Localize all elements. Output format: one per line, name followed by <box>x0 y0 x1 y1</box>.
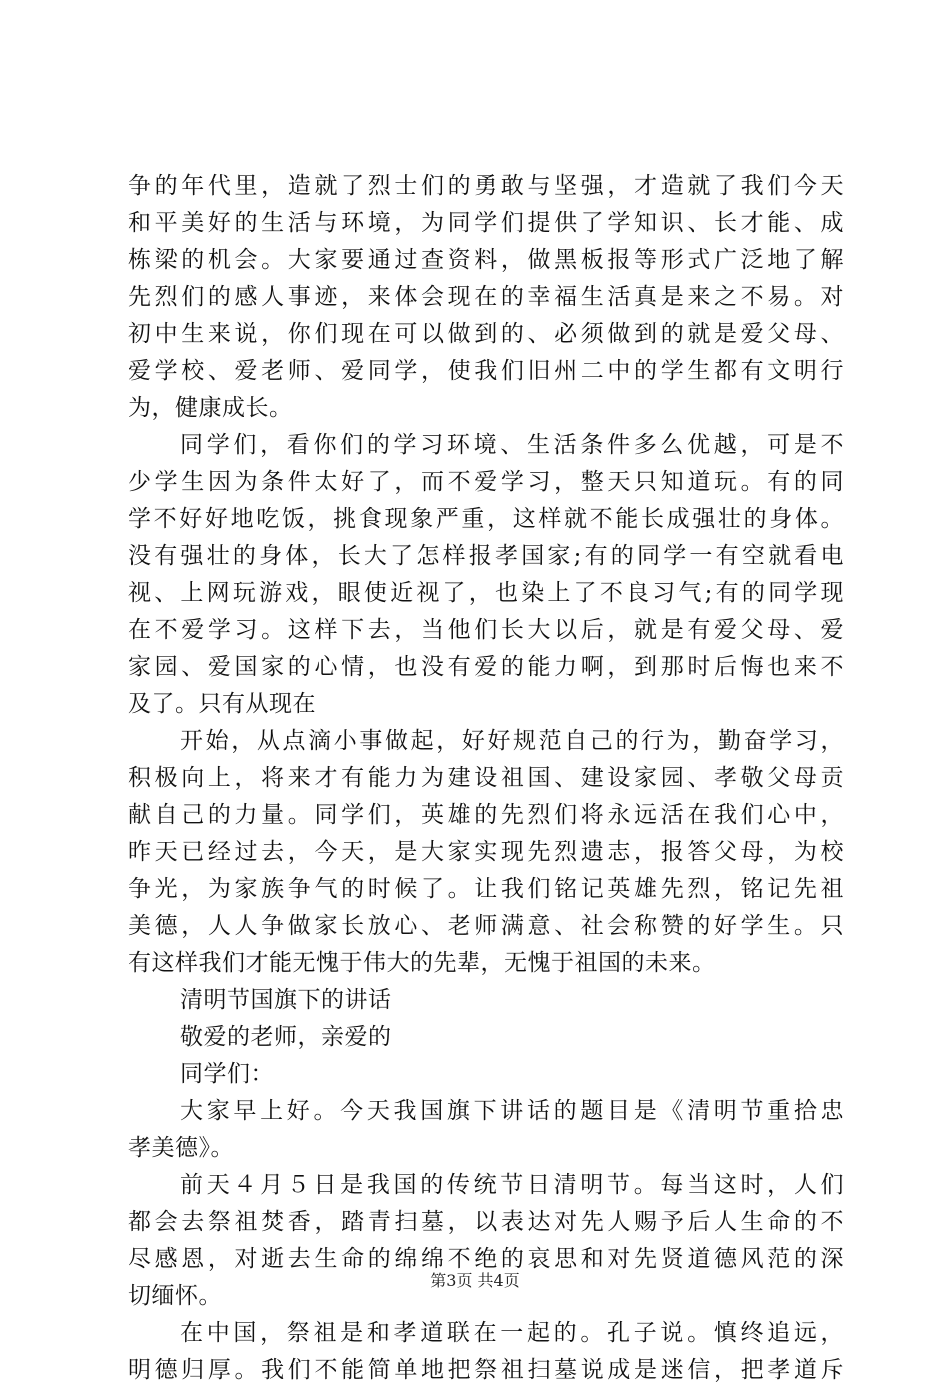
text-line: 清明节国旗下的讲话 <box>180 987 392 1013</box>
text-line: 在不爱学习。这样下去，当他们长大以后，就是有爱父母、爱 <box>128 617 844 643</box>
text-line: 美德，人人争做家长放心、老师满意、社会称赞的好学生。只 <box>128 913 844 939</box>
text-line: 昨天已经过去，今天，是大家实现先烈遗志，报答父母，为校 <box>128 839 844 865</box>
text-line: 尽感恩，对逝去生命的绵绵不绝的哀思和对先贤道德风范的深 <box>128 1246 844 1272</box>
text-line: 献自己的力量。同学们，英雄的先烈们将永远活在我们心中， <box>128 802 844 828</box>
text-line: 先烈们的感人事迹，来体会现在的幸福生活真是来之不易。对 <box>128 284 844 310</box>
text-line: 都会去祭祖焚香，踏青扫墓，以表达对先人赐予后人生命的不 <box>128 1209 844 1235</box>
text-line: 在中国，祭祖是和孝道联在一起的。孔子说。慎终追远， <box>180 1320 844 1346</box>
page-footer: 第3页 共4页 <box>430 1271 520 1290</box>
text-line: 积极向上，将来才有能力为建设祖国、建设家园、孝敬父母贡 <box>128 765 844 791</box>
text-line: 栋梁的机会。大家要通过查资料，做黑板报等形式广泛地了解 <box>128 247 844 273</box>
text-line: 视、上网玩游戏，眼使近视了，也染上了不良习气;有的同学现 <box>128 580 844 606</box>
text-line: 少学生因为条件太好了，而不爱学习，整天只知道玩。有的同 <box>128 469 844 495</box>
text-line: 切缅怀。 <box>128 1283 222 1309</box>
text-line: 明德归厚。我们不能简单地把祭祖扫墓说成是迷信，把孝道斥 <box>128 1357 844 1383</box>
text-line: 为，健康成长。 <box>128 395 293 421</box>
text-line: 同学们： <box>180 1061 274 1087</box>
text-line: 及了。只有从现在 <box>128 691 316 717</box>
text-line: 同学们，看你们的学习环境、生活条件多么优越，可是不 <box>180 432 844 458</box>
text-line: 爱学校、爱老师、爱同学，使我们旧州二中的学生都有文明行 <box>128 358 844 384</box>
text-line: 开始，从点滴小事做起，好好规范自己的行为，勤奋学习， <box>180 728 844 754</box>
text-line: 和平美好的生活与环境，为同学们提供了学知识、长才能、成 <box>128 210 844 236</box>
text-line: 争光，为家族争气的时候了。让我们铭记英雄先烈，铭记先祖 <box>128 876 844 902</box>
text-line: 敬爱的老师，亲爱的 <box>180 1024 392 1050</box>
text-line: 初中生来说，你们现在可以做到的、必须做到的就是爱父母、 <box>128 321 844 347</box>
text-line: 前天４月５日是我国的传统节日清明节。每当这时，人们 <box>180 1172 844 1198</box>
text-line: 有这样我们才能无愧于伟大的先辈，无愧于祖国的未来。 <box>128 950 716 976</box>
document-body <box>128 168 844 1389</box>
text-line: 孝美德》。 <box>128 1135 234 1161</box>
text-line: 争的年代里，造就了烈士们的勇敢与坚强，才造就了我们今天 <box>128 173 844 199</box>
text-line: 家园、爱国家的心情，也没有爱的能力啊，到那时后悔也来不 <box>128 654 844 680</box>
text-line: 大家早上好。今天我国旗下讲话的题目是《清明节重拾忠 <box>180 1098 844 1124</box>
text-line: 学不好好地吃饭，挑食现象严重，这样就不能长成强壮的身体。 <box>128 506 844 532</box>
text-line: 没有强壮的身体，长大了怎样报孝国家;有的同学一有空就看电 <box>128 543 844 569</box>
